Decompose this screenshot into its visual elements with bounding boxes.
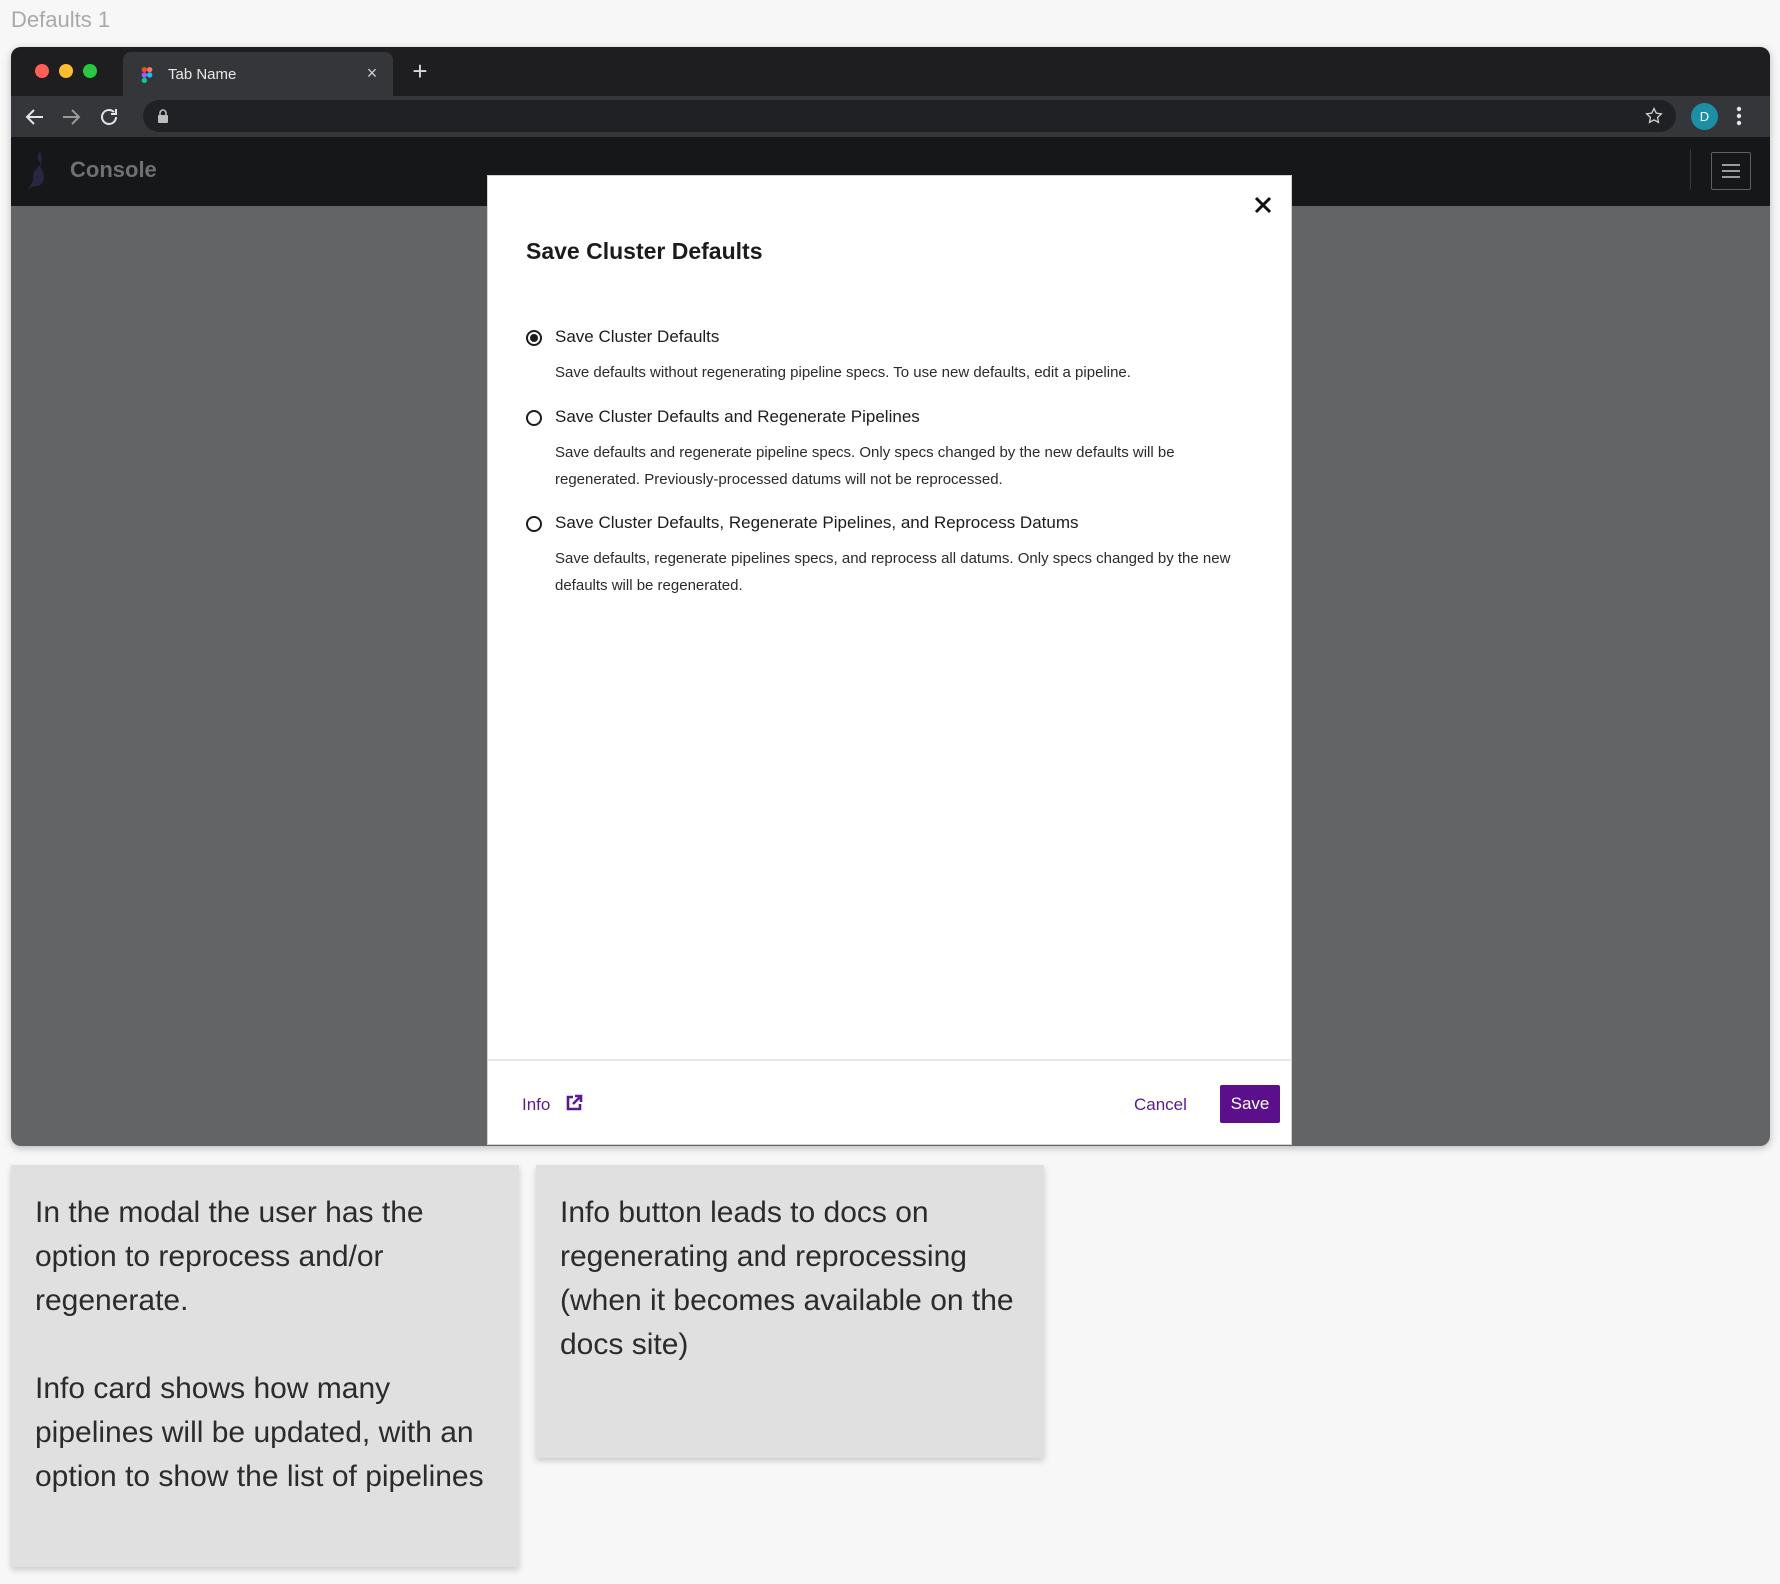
star-icon[interactable] bbox=[1644, 106, 1664, 126]
radio-save-defaults[interactable] bbox=[526, 330, 542, 346]
reload-icon[interactable] bbox=[97, 105, 121, 129]
kebab-menu-icon[interactable] bbox=[1734, 104, 1744, 128]
window-minimize-button[interactable] bbox=[59, 64, 73, 78]
header-divider bbox=[1690, 149, 1691, 189]
save-cluster-defaults-modal bbox=[487, 175, 1292, 1145]
note-paragraph: Info button leads to docs on regenerating and reprocessing (when it becomes available on the docs site) bbox=[560, 1196, 1014, 1361]
option-label: Save Cluster Defaults bbox=[555, 327, 720, 346]
option-label: Save Cluster Defaults, Regenerate Pipelines, and Reprocess Datums bbox=[555, 513, 1079, 532]
browser-tab-bar bbox=[11, 47, 1770, 96]
avatar[interactable]: D bbox=[1691, 103, 1718, 130]
figma-favicon-icon bbox=[141, 67, 153, 83]
forward-arrow-icon[interactable] bbox=[59, 105, 83, 129]
window-maximize-button[interactable] bbox=[83, 64, 97, 78]
radio-save-and-regenerate[interactable] bbox=[526, 410, 542, 426]
annotation-note-modal bbox=[11, 1165, 519, 1567]
radio-save-regenerate-reprocess[interactable] bbox=[526, 516, 542, 532]
modal-footer bbox=[488, 1059, 1291, 1145]
browser-toolbar bbox=[11, 96, 1770, 137]
cancel-button[interactable]: Cancel bbox=[1134, 1095, 1187, 1114]
lock-icon bbox=[157, 109, 169, 123]
note-paragraph: Info card shows how many pipelines will be updated, with an option to show the list of pipelines bbox=[35, 1372, 484, 1493]
back-arrow-icon[interactable] bbox=[23, 105, 47, 129]
address-bar[interactable] bbox=[143, 100, 1676, 132]
tab-close-icon[interactable]: × bbox=[366, 63, 378, 83]
info-link[interactable]: Info bbox=[522, 1095, 551, 1114]
option-label: Save Cluster Defaults and Regenerate Pipelines bbox=[555, 407, 920, 426]
modal-title: Save Cluster Defaults bbox=[526, 238, 763, 264]
app-title: Console bbox=[70, 157, 157, 182]
tab-title: Tab Name bbox=[168, 66, 237, 83]
browser-window bbox=[11, 47, 1770, 1146]
option-description: Save defaults without regenerating pipeline specs. To use new defaults, edit a pipeline. bbox=[555, 364, 1131, 381]
note-paragraph: In the modal the user has the option to reprocess and/or regenerate. bbox=[35, 1196, 424, 1317]
browser-tab[interactable] bbox=[123, 52, 393, 96]
option-description: Save defaults and regenerate pipeline specs. Only specs changed by the new defaults will be regenerated. Previously-processed datums will not be reprocessed. bbox=[555, 444, 1175, 488]
frame-label: Defaults 1 bbox=[11, 7, 111, 32]
app-logo-icon bbox=[26, 149, 52, 193]
external-link-icon[interactable] bbox=[565, 1094, 583, 1112]
new-tab-button[interactable]: + bbox=[412, 56, 428, 86]
option-description: Save defaults, regenerate pipelines specs, and reprocess all datums. Only specs changed by the new defaults will be regenerated. bbox=[555, 550, 1231, 594]
save-button[interactable]: Save bbox=[1220, 1085, 1280, 1123]
hamburger-menu-icon[interactable] bbox=[1711, 152, 1751, 190]
close-icon[interactable] bbox=[1252, 194, 1274, 216]
window-close-button[interactable] bbox=[35, 64, 49, 78]
annotation-note-info bbox=[536, 1165, 1044, 1458]
